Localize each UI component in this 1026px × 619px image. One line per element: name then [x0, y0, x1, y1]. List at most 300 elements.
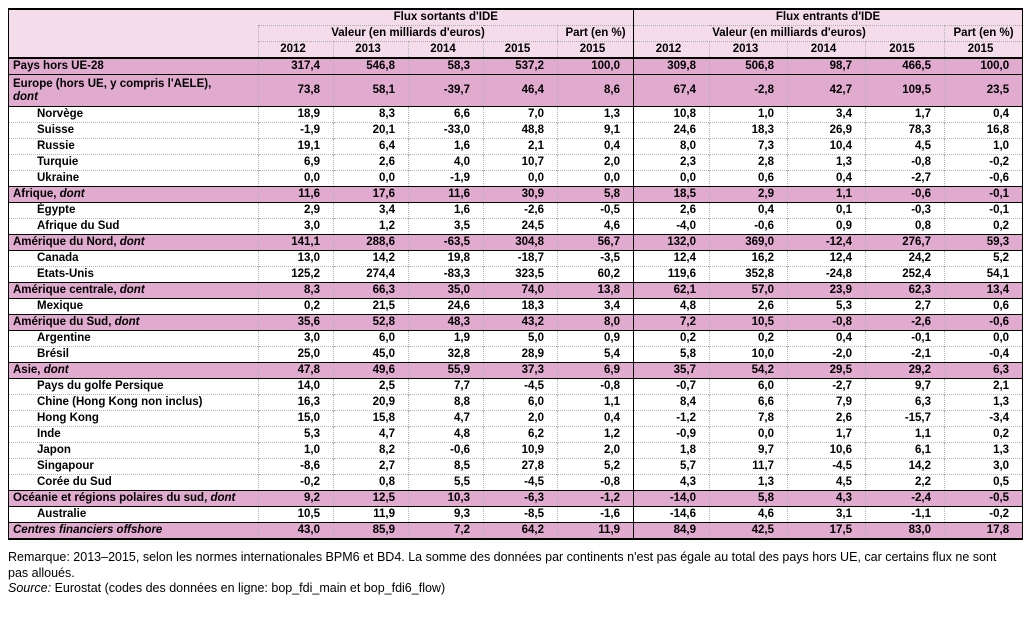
table-row [9, 155, 1023, 171]
value-cell: 1,3 [558, 107, 634, 123]
value-cell: 2,6 [634, 203, 710, 219]
value-cell: 21,5 [334, 299, 409, 315]
value-cell: 0,9 [788, 219, 866, 235]
row-label: Asie, dont [9, 363, 259, 379]
value-cell: 27,8 [484, 459, 558, 475]
value-cell: 60,2 [558, 267, 634, 283]
inflows-year-2014: 2014 [788, 42, 866, 59]
value-cell: 1,3 [945, 395, 1023, 411]
row-label: Japon [9, 443, 259, 459]
value-cell: 7,3 [710, 139, 788, 155]
value-cell: 2,8 [710, 155, 788, 171]
value-cell: 0,4 [788, 171, 866, 187]
value-cell: 1,8 [634, 443, 710, 459]
value-cell: 62,1 [634, 283, 710, 299]
value-cell: 17,8 [945, 523, 1023, 540]
row-label: Canada [9, 251, 259, 267]
value-cell: 18,3 [484, 299, 558, 315]
value-cell: -24,8 [788, 267, 866, 283]
value-cell: 98,7 [788, 58, 866, 75]
value-cell: 0,8 [866, 219, 945, 235]
value-cell: 546,8 [334, 58, 409, 75]
value-cell: 19,8 [409, 251, 484, 267]
row-label: Ukraine [9, 171, 259, 187]
value-cell: -0,1 [945, 203, 1023, 219]
value-cell: 0,0 [945, 331, 1023, 347]
value-cell: -8,6 [259, 459, 334, 475]
value-cell: 18,5 [634, 187, 710, 203]
value-cell: 1,0 [710, 107, 788, 123]
value-cell: 0,1 [788, 203, 866, 219]
value-cell: 10,4 [788, 139, 866, 155]
row-label: Russie [9, 139, 259, 155]
value-cell: 0,0 [634, 171, 710, 187]
value-cell: 2,0 [484, 411, 558, 427]
outflows-year-2015-share: 2015 [558, 42, 634, 59]
row-label: Brésil [9, 347, 259, 363]
value-cell: 1,6 [409, 139, 484, 155]
table-row [9, 315, 1023, 331]
value-cell: 0,6 [710, 171, 788, 187]
value-cell: 24,6 [634, 123, 710, 139]
value-cell: 16,8 [945, 123, 1023, 139]
value-cell: 35,6 [259, 315, 334, 331]
value-cell: -39,7 [409, 75, 484, 107]
value-cell: 0,4 [558, 139, 634, 155]
table-row [9, 171, 1023, 187]
value-cell: 2,5 [334, 379, 409, 395]
dont-qualifier: dont [210, 492, 236, 504]
value-cell: 7,0 [484, 107, 558, 123]
value-cell: 2,6 [788, 411, 866, 427]
value-cell: 7,7 [409, 379, 484, 395]
row-label: Afrique, dont [9, 187, 259, 203]
value-cell: 1,1 [866, 427, 945, 443]
value-cell: 84,9 [634, 523, 710, 540]
value-cell: 11,9 [558, 523, 634, 540]
value-cell: 125,2 [259, 267, 334, 283]
value-cell: 6,2 [484, 427, 558, 443]
value-cell: 13,8 [558, 283, 634, 299]
value-cell: 14,2 [866, 459, 945, 475]
value-cell: 58,3 [409, 58, 484, 75]
value-cell: 7,8 [710, 411, 788, 427]
value-cell: 14,0 [259, 379, 334, 395]
value-cell: 4,5 [866, 139, 945, 155]
value-cell: 48,3 [409, 315, 484, 331]
value-cell: 55,9 [409, 363, 484, 379]
value-cell: 3,0 [259, 219, 334, 235]
value-cell: -0,8 [866, 155, 945, 171]
value-cell: 6,3 [945, 363, 1023, 379]
value-cell: -0,8 [558, 379, 634, 395]
value-cell: -0,6 [866, 187, 945, 203]
value-cell: 369,0 [710, 235, 788, 251]
value-cell: 5,5 [409, 475, 484, 491]
row-label: Pays hors UE-28 [9, 58, 259, 75]
value-cell: 7,9 [788, 395, 866, 411]
value-cell: 10,3 [409, 491, 484, 507]
value-cell: 18,9 [259, 107, 334, 123]
value-cell: 288,6 [334, 235, 409, 251]
value-cell: -0,5 [558, 203, 634, 219]
table-row [9, 411, 1023, 427]
value-cell: 74,0 [484, 283, 558, 299]
table-row [9, 187, 1023, 203]
inflows-group-title: Flux entrants d'IDE [634, 9, 1023, 26]
value-cell: -0,4 [945, 347, 1023, 363]
row-label: Égypte [9, 203, 259, 219]
value-cell: 8,4 [634, 395, 710, 411]
value-cell: 0,4 [558, 411, 634, 427]
row-label: Australie [9, 507, 259, 523]
value-cell: 10,8 [634, 107, 710, 123]
value-cell: 1,1 [788, 187, 866, 203]
value-cell: 8,8 [409, 395, 484, 411]
value-cell: 323,5 [484, 267, 558, 283]
source-detail: Eurostat (codes des données en ligne: bop_fdi_main et bop_fdi6_flow) [51, 581, 446, 595]
value-cell: 3,4 [334, 203, 409, 219]
footnotes [8, 550, 1020, 597]
value-cell: 4,8 [409, 427, 484, 443]
value-cell: 8,0 [634, 139, 710, 155]
table-row [9, 139, 1023, 155]
table-row [9, 123, 1023, 139]
value-cell: -0,3 [866, 203, 945, 219]
row-label: Centres financiers offshore [9, 523, 259, 540]
outflows-year-2012: 2012 [259, 42, 334, 59]
table-row [9, 427, 1023, 443]
value-cell: 2,7 [866, 299, 945, 315]
value-cell: 2,1 [484, 139, 558, 155]
table-row [9, 107, 1023, 123]
value-cell: 12,5 [334, 491, 409, 507]
value-cell: 2,0 [558, 443, 634, 459]
value-cell: 7,2 [634, 315, 710, 331]
value-cell: 25,0 [259, 347, 334, 363]
row-label: Singapour [9, 459, 259, 475]
value-cell: 52,8 [334, 315, 409, 331]
row-label: Chine (Hong Kong non inclus) [9, 395, 259, 411]
row-label: Amérique du Sud, dont [9, 315, 259, 331]
value-cell: 4,0 [409, 155, 484, 171]
value-cell: 9,7 [866, 379, 945, 395]
outflows-value-label: Valeur (en milliards d'euros) [259, 26, 558, 42]
value-cell: 4,6 [558, 219, 634, 235]
value-cell: 24,6 [409, 299, 484, 315]
value-cell: 1,0 [945, 139, 1023, 155]
value-cell: 2,7 [334, 459, 409, 475]
value-cell: 49,6 [334, 363, 409, 379]
value-cell: 3,4 [788, 107, 866, 123]
row-label-header-spacer [9, 9, 259, 58]
value-cell: 5,2 [558, 459, 634, 475]
value-cell: 317,4 [259, 58, 334, 75]
value-cell: 17,5 [788, 523, 866, 540]
value-cell: 109,5 [866, 75, 945, 107]
table-row [9, 523, 1023, 540]
row-label: Hong Kong [9, 411, 259, 427]
outflows-share-label: Part (en %) [558, 26, 634, 42]
value-cell: 0,2 [259, 299, 334, 315]
value-cell: 276,7 [866, 235, 945, 251]
inflows-share-label: Part (en %) [945, 26, 1023, 42]
table-row [9, 235, 1023, 251]
value-cell: 7,2 [409, 523, 484, 540]
value-cell: 4,3 [788, 491, 866, 507]
value-cell: 83,0 [866, 523, 945, 540]
value-cell: 24,5 [484, 219, 558, 235]
value-cell: 2,1 [945, 379, 1023, 395]
value-cell: 9,3 [409, 507, 484, 523]
table-row [9, 459, 1023, 475]
value-cell: 35,0 [409, 283, 484, 299]
value-cell: 252,4 [866, 267, 945, 283]
value-cell: -2,6 [484, 203, 558, 219]
row-label: Turquie [9, 155, 259, 171]
value-cell: 11,7 [710, 459, 788, 475]
value-cell: 66,3 [334, 283, 409, 299]
value-cell: 0,0 [334, 171, 409, 187]
value-cell: 119,6 [634, 267, 710, 283]
source-text [8, 581, 1020, 597]
value-cell: 10,5 [710, 315, 788, 331]
outflows-year-2013: 2013 [334, 42, 409, 59]
row-label: Mexique [9, 299, 259, 315]
table-row [9, 331, 1023, 347]
table-row [9, 507, 1023, 523]
value-cell: -2,0 [788, 347, 866, 363]
table-row [9, 475, 1023, 491]
value-cell: 73,8 [259, 75, 334, 107]
value-cell: 54,2 [710, 363, 788, 379]
dont-qualifier: dont [119, 236, 145, 248]
inflows-value-label: Valeur (en milliards d'euros) [634, 26, 945, 42]
value-cell: 0,0 [259, 171, 334, 187]
value-cell: 1,3 [945, 443, 1023, 459]
value-cell: 8,5 [409, 459, 484, 475]
value-cell: 4,7 [334, 427, 409, 443]
value-cell: -1,6 [558, 507, 634, 523]
value-cell: 5,8 [710, 491, 788, 507]
table-row [9, 75, 1023, 107]
value-cell: 8,3 [259, 283, 334, 299]
value-cell: -83,3 [409, 267, 484, 283]
outflows-year-2014: 2014 [409, 42, 484, 59]
value-cell: 30,9 [484, 187, 558, 203]
value-cell: 8,2 [334, 443, 409, 459]
value-cell: 2,6 [710, 299, 788, 315]
value-cell: 352,8 [710, 267, 788, 283]
value-cell: 10,0 [710, 347, 788, 363]
value-cell: 2,9 [710, 187, 788, 203]
value-cell: 32,8 [409, 347, 484, 363]
value-cell: 6,0 [710, 379, 788, 395]
value-cell: 45,0 [334, 347, 409, 363]
value-cell: 28,9 [484, 347, 558, 363]
value-cell: 506,8 [710, 58, 788, 75]
value-cell: -4,5 [484, 379, 558, 395]
value-cell: -1,9 [259, 123, 334, 139]
value-cell: 23,5 [945, 75, 1023, 107]
value-cell: 15,8 [334, 411, 409, 427]
value-cell: -15,7 [866, 411, 945, 427]
value-cell: 26,9 [788, 123, 866, 139]
value-cell: 100,0 [945, 58, 1023, 75]
source-prefix: Source: [8, 581, 52, 595]
inflows-year-2015-share: 2015 [945, 42, 1023, 59]
value-cell: 9,2 [259, 491, 334, 507]
value-cell: 23,9 [788, 283, 866, 299]
inflows-year-2015: 2015 [866, 42, 945, 59]
value-cell: -3,5 [558, 251, 634, 267]
value-cell: 57,0 [710, 283, 788, 299]
value-cell: 43,0 [259, 523, 334, 540]
value-cell: -3,4 [945, 411, 1023, 427]
table-row [9, 379, 1023, 395]
value-cell: -2,7 [788, 379, 866, 395]
value-cell: -4,5 [484, 475, 558, 491]
value-cell: -0,6 [945, 315, 1023, 331]
value-cell: 1,2 [558, 427, 634, 443]
value-cell: 5,8 [558, 187, 634, 203]
value-cell: 9,1 [558, 123, 634, 139]
value-cell: -6,3 [484, 491, 558, 507]
value-cell: 20,9 [334, 395, 409, 411]
value-cell: 5,4 [558, 347, 634, 363]
value-cell: 8,3 [334, 107, 409, 123]
value-cell: -1,2 [558, 491, 634, 507]
value-cell: 5,3 [259, 427, 334, 443]
value-cell: 3,0 [945, 459, 1023, 475]
value-cell: 13,0 [259, 251, 334, 267]
value-cell: 0,8 [334, 475, 409, 491]
value-cell: 11,9 [334, 507, 409, 523]
row-label: Corée du Sud [9, 475, 259, 491]
value-cell: -14,0 [634, 491, 710, 507]
value-cell: 1,3 [710, 475, 788, 491]
value-cell: 100,0 [558, 58, 634, 75]
value-cell: -2,6 [866, 315, 945, 331]
value-cell: 6,4 [334, 139, 409, 155]
value-cell: -33,0 [409, 123, 484, 139]
dont-qualifier: dont [119, 284, 145, 296]
value-cell: 5,8 [634, 347, 710, 363]
value-cell: -0,2 [945, 507, 1023, 523]
value-cell: -0,8 [558, 475, 634, 491]
value-cell: 5,2 [945, 251, 1023, 267]
value-cell: -63,5 [409, 235, 484, 251]
value-cell: 24,2 [866, 251, 945, 267]
value-cell: 78,3 [866, 123, 945, 139]
value-cell: 1,7 [866, 107, 945, 123]
value-cell: 12,4 [788, 251, 866, 267]
value-cell: 19,1 [259, 139, 334, 155]
table-body [9, 58, 1023, 539]
value-cell: -18,7 [484, 251, 558, 267]
value-cell: -2,4 [866, 491, 945, 507]
value-cell: 29,5 [788, 363, 866, 379]
group-title-row [9, 9, 1023, 26]
value-cell: 0,4 [710, 203, 788, 219]
value-cell: 4,3 [634, 475, 710, 491]
value-cell: 2,0 [558, 155, 634, 171]
value-cell: 4,6 [710, 507, 788, 523]
dont-qualifier: dont [59, 188, 85, 200]
value-cell: 11,6 [259, 187, 334, 203]
table-row [9, 443, 1023, 459]
value-cell: 0,2 [945, 427, 1023, 443]
value-cell: 1,0 [259, 443, 334, 459]
row-label: Argentine [9, 331, 259, 347]
value-cell: -14,6 [634, 507, 710, 523]
row-label: Pays du golfe Persique [9, 379, 259, 395]
value-cell: -8,5 [484, 507, 558, 523]
remark-text-line1: Remarque: 2013–2015, selon les normes internationales BPM6 et BD4. La somme des données par continents n'est pas égale au total des pays hors UE, car certains flux ne sont [8, 550, 997, 564]
value-cell: 42,7 [788, 75, 866, 107]
value-cell: 309,8 [634, 58, 710, 75]
value-cell: 48,8 [484, 123, 558, 139]
value-cell: 46,4 [484, 75, 558, 107]
value-cell: 29,2 [866, 363, 945, 379]
value-cell: 2,6 [334, 155, 409, 171]
value-cell: 16,2 [710, 251, 788, 267]
value-cell: -0,9 [634, 427, 710, 443]
value-cell: -0,5 [945, 491, 1023, 507]
value-cell: 141,1 [259, 235, 334, 251]
value-cell: 85,9 [334, 523, 409, 540]
value-cell: 6,3 [866, 395, 945, 411]
value-cell: -2,7 [866, 171, 945, 187]
value-cell: 4,5 [788, 475, 866, 491]
value-cell: -0,6 [710, 219, 788, 235]
value-cell: 0,4 [945, 107, 1023, 123]
value-cell: 62,3 [866, 283, 945, 299]
dont-qualifier: dont [114, 316, 140, 328]
value-cell: -12,4 [788, 235, 866, 251]
inflows-year-2012: 2012 [634, 42, 710, 59]
value-cell: 35,7 [634, 363, 710, 379]
table-row [9, 283, 1023, 299]
value-cell: -1,2 [634, 411, 710, 427]
row-label: Inde [9, 427, 259, 443]
value-cell: 1,9 [409, 331, 484, 347]
value-cell: 64,2 [484, 523, 558, 540]
value-cell: 5,7 [634, 459, 710, 475]
fdi-flows-table [8, 8, 1023, 540]
value-cell: 14,2 [334, 251, 409, 267]
value-cell: 42,5 [710, 523, 788, 540]
value-cell: 132,0 [634, 235, 710, 251]
value-cell: 0,0 [558, 171, 634, 187]
value-cell: 6,6 [710, 395, 788, 411]
table-row [9, 347, 1023, 363]
value-cell: 5,0 [484, 331, 558, 347]
value-cell: 0,6 [945, 299, 1023, 315]
value-cell: 3,1 [788, 507, 866, 523]
value-cell: -0,1 [945, 187, 1023, 203]
value-cell: 1,2 [334, 219, 409, 235]
value-cell: 54,1 [945, 267, 1023, 283]
table-row [9, 267, 1023, 283]
outflows-year-2015: 2015 [484, 42, 558, 59]
value-cell: -0,6 [409, 443, 484, 459]
value-cell: 10,5 [259, 507, 334, 523]
value-cell: 20,1 [334, 123, 409, 139]
table-row [9, 395, 1023, 411]
value-cell: 47,8 [259, 363, 334, 379]
value-cell: 6,0 [484, 395, 558, 411]
